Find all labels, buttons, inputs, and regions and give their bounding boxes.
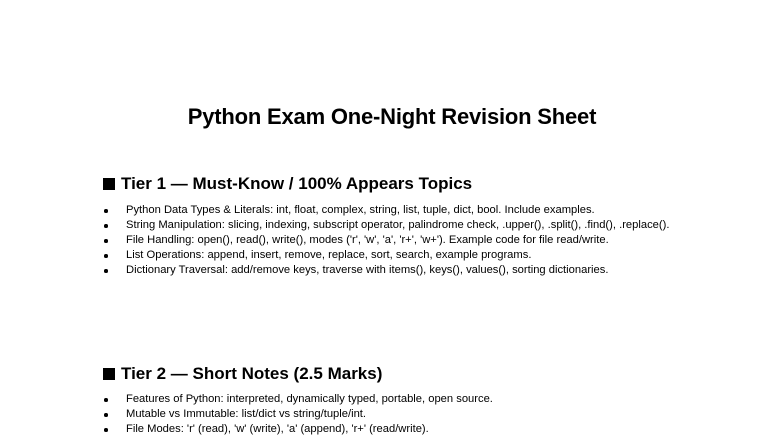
tier1-heading bbox=[103, 174, 472, 194]
tier2-heading-text: Tier 2 — Short Notes (2.5 Marks) bbox=[121, 364, 383, 383]
list-item-text: Features of Python: interpreted, dynamically typed, portable, open source. bbox=[126, 393, 493, 405]
list-item bbox=[103, 422, 693, 437]
list-item-text: List Operations: append, insert, remove, replace, sort, search, example programs. bbox=[126, 249, 532, 261]
list-item-text: Dictionary Traversal: add/remove keys, traverse with items(), keys(), values(), sorting dictionaries. bbox=[126, 264, 609, 276]
bullet-icon bbox=[104, 224, 108, 228]
bullet-icon bbox=[104, 209, 108, 213]
bullet-icon bbox=[104, 413, 108, 417]
square-bullet-icon bbox=[103, 368, 115, 380]
list-item bbox=[103, 392, 693, 407]
list-item bbox=[103, 263, 693, 278]
tier1-heading-text: Tier 1 — Must-Know / 100% Appears Topics bbox=[121, 174, 473, 193]
square-bullet-icon bbox=[103, 178, 115, 190]
bullet-icon bbox=[104, 398, 108, 402]
list-item bbox=[103, 203, 693, 218]
tier2-heading bbox=[103, 364, 382, 384]
page-title: Python Exam One-Night Revision Sheet bbox=[187, 104, 597, 129]
list-item-text: Python Data Types & Literals: int, float, complex, string, list, tuple, dict, bool. Include examples. bbox=[126, 204, 595, 216]
tier1-list bbox=[103, 203, 693, 278]
list-item bbox=[103, 248, 693, 263]
list-item-text: Mutable vs Immutable: list/dict vs string/tuple/int. bbox=[126, 408, 367, 420]
bullet-icon bbox=[104, 269, 108, 273]
list-item bbox=[103, 233, 693, 248]
bullet-icon bbox=[104, 254, 108, 258]
list-item-text: String Manipulation: slicing, indexing, subscript operator, palindrome check, .upper(), .split(), .find(), .replace(). bbox=[126, 219, 670, 231]
list-item bbox=[103, 407, 693, 422]
bullet-icon bbox=[104, 239, 108, 243]
list-item-text: File Handling: open(), read(), write(), modes ('r', 'w', 'a', 'r+', 'w+'). Example code for file read/write. bbox=[126, 234, 609, 246]
tier2-list bbox=[103, 392, 693, 437]
bullet-icon bbox=[104, 428, 108, 432]
list-item bbox=[103, 218, 693, 233]
list-item-text: File Modes: 'r' (read), 'w' (write), 'a' (append), 'r+' (read/write). bbox=[126, 423, 429, 435]
